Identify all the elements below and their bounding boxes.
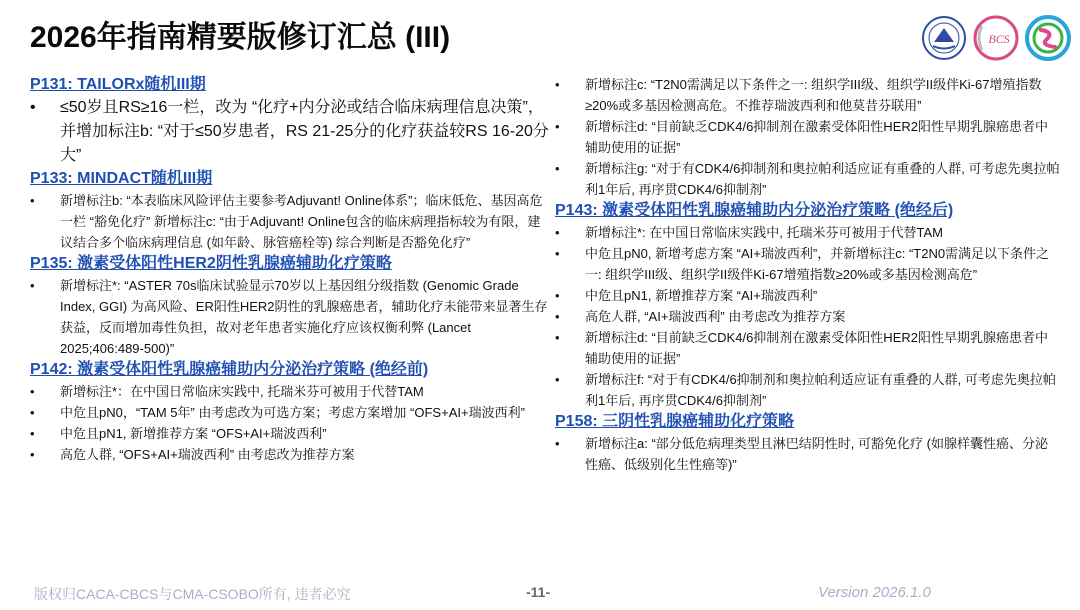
section-heading: P135: 激素受体阳性HER2阴性乳腺癌辅助化疗策略 — [30, 255, 392, 272]
bullet-text: 新增标注*: 在中国日常临床实践中, 托瑞米芬可被用于代替TAM — [585, 225, 943, 240]
bullet-text: 中危且pN1, 新增推荐方案 “OFS+AI+瑞波西利” — [60, 426, 327, 441]
section-heading: P142: 激素受体阳性乳腺癌辅助内分泌治疗策略 (绝经前) — [30, 361, 429, 378]
bullet-text: ≤50岁且RS≥16一栏，改为 “化疗+内分泌或结合临床病理信息决策”，并增加标注b: “对于≤50岁患者，RS 21-25分的化疗获益较RS 16-20分大” — [60, 99, 549, 164]
bullet-item — [555, 369, 1060, 411]
footer-version: Version 2026.1.0 — [818, 584, 931, 601]
bullet-item — [30, 402, 550, 423]
bullet-item — [30, 444, 550, 465]
footer-copyright: 版权归CACA-CBCS与CMA-CSOBO所有, 违者必究 — [34, 586, 351, 602]
bullet-item — [30, 190, 550, 253]
bullet-marker: • — [555, 225, 560, 240]
section-heading: P133: MINDACT随机III期 — [30, 170, 213, 187]
bullet-marker: • — [555, 309, 560, 324]
bullet-marker: • — [555, 288, 560, 303]
bullet-marker: • — [30, 447, 35, 462]
logo-group — [920, 14, 1072, 62]
right-column — [555, 74, 1060, 475]
bullet-marker: • — [555, 77, 560, 92]
bullet-text: 新增标注a: “部分低危病理类型且淋巴结阴性时, 可豁免化疗 (如腺样囊性癌、分泌性癌、低级别化生性癌等)” — [585, 436, 1048, 472]
section-heading: P158: 三阴性乳腺癌辅助化疗策略 — [555, 413, 795, 430]
bullet-item — [555, 222, 1060, 243]
bullet-text: 高危人群, “AI+瑞波西利” 由考虑改为推荐方案 — [585, 309, 846, 324]
page-title: 2026年指南精要版修订汇总 (III) — [30, 21, 451, 54]
bullet-marker: • — [30, 405, 35, 420]
bullet-text: 新增标注*：在中国日常临床实践中, 托瑞米芬可被用于代替TAM — [60, 384, 424, 399]
bullet-marker: • — [30, 99, 36, 116]
bullet-item — [555, 74, 1060, 116]
bullet-item — [555, 285, 1060, 306]
bullet-text: 中危且pN0, 新增考虑方案 “AI+瑞波西利”，并新增标注c: “T2N0需满足以下条件之一: 组织学III级、组织学II级伴Ki-67增殖指数≥20%或多基因检测高危” — [585, 246, 1050, 282]
bullet-item — [30, 381, 550, 402]
bullet-marker: • — [555, 436, 560, 451]
bullet-text: 新增标注b: “本表临床风险评估主要参考Adjuvant! Online体系”；临床低危、基因高危一栏 “豁免化疗” 新增标注c: “由于Adjuvant! Online包含的临床病理指标较为有限，建议结合多个临床病理信息 (如年龄、脉管癌栓等) 综合判断是否豁免化疗” — [60, 193, 543, 250]
bullet-marker: • — [30, 193, 35, 208]
bullet-item — [30, 275, 550, 359]
bullet-item — [555, 116, 1060, 158]
bullet-text: 新增标注d: “目前缺乏CDK4/6抑制剂在激素受体阳性HER2阳性早期乳腺癌患者中辅助使用的证据” — [585, 119, 1048, 155]
bullet-item — [555, 243, 1060, 285]
bullet-marker: • — [555, 372, 560, 387]
bullet-item — [555, 327, 1060, 369]
bullet-marker: • — [30, 278, 35, 293]
bullet-item — [555, 433, 1060, 475]
bullet-item — [555, 306, 1060, 327]
bullet-marker: • — [30, 384, 35, 399]
page-number: -11- — [526, 584, 551, 600]
bullet-text: 新增标注f: “对于有CDK4/6抑制剂和奥拉帕利适应证有重叠的人群, 可考虑先奥拉帕利1年后, 再序贯CDK4/6抑制剂” — [585, 372, 1056, 408]
bullet-text: 中危且pN1, 新增推荐方案 “AI+瑞波西利” — [585, 288, 818, 303]
section-heading: P131: TAILORx随机III期 — [30, 76, 206, 93]
bullet-text: 新增标注c: “T2N0需满足以下条件之一: 组织学III级、组织学II级伴Ki-67增殖指数≥20%或多基因检测高危。不推荐瑞波西利和他莫昔芬联用” — [585, 77, 1042, 113]
bullet-text: 高危人群, “OFS+AI+瑞波西利” 由考虑改为推荐方案 — [60, 447, 355, 462]
bullet-item — [30, 96, 550, 168]
bullet-marker: • — [555, 161, 560, 176]
section-heading: P143: 激素受体阳性乳腺癌辅助内分泌治疗策略 (绝经后) — [555, 202, 954, 219]
bullet-text: 新增标注*: “ASTER 70s临床试验显示70岁以上基因组分级指数 (Genomic Grade Index, GGI) 为高风险、ER阳性HER2阴性的乳腺癌患者，辅助化疗未能带来显著生存获益，反而增加毒性负担，故对老年患者实施化疗应该权衡利弊 (Lancet 2025;406:489-500)” — [60, 278, 548, 356]
bullet-marker: • — [555, 119, 560, 134]
bullet-marker: • — [555, 246, 560, 261]
bullet-item — [555, 158, 1060, 200]
left-column — [30, 74, 550, 465]
bullet-marker: • — [30, 426, 35, 441]
bullet-marker: • — [555, 330, 560, 345]
cbcs-logo — [975, 17, 1017, 59]
bullet-text: 新增标注g: “对于有CDK4/6抑制剂和奥拉帕利适应证有重叠的人群, 可考虑先奥拉帕利1年后, 再序贯CDK4/6抑制剂” — [585, 161, 1060, 197]
bullet-text: 新增标注d: “目前缺乏CDK4/6抑制剂在激素受体阳性HER2阳性早期乳腺癌患者中辅助使用的证据” — [585, 330, 1048, 366]
csobo-logo — [1027, 17, 1069, 59]
svg-text:BCS: BCS — [988, 32, 1010, 46]
caca-logo — [923, 17, 965, 59]
bullet-text: 中危且pN0，“TAM 5年” 由考虑改为可选方案；考虑方案增加 “OFS+AI+瑞波西利” — [60, 405, 525, 420]
bullet-item — [30, 423, 550, 444]
